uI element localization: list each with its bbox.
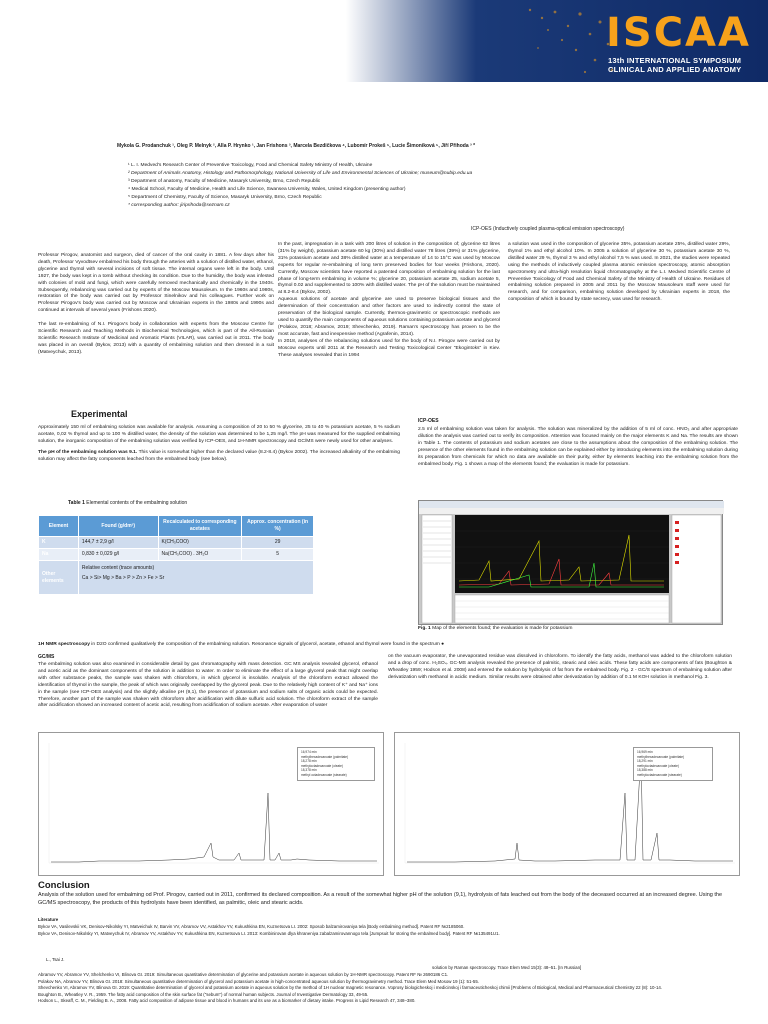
intro-paragraph: Aqueous solutions of acetate and glycerine are used to preserve biological tissues and the determination of their concentration and other factors are used to indirectly control the state of preservation of the biological sample. Currently, thermos-gravimetric or spectroscopic methods are used to quantify the main components of aqueous solutions containing potassium acetate and glycerol (Polakov, 2018; Abramov, 2019; Shevchenko, 2019). Raman's spectroscopy has proven to be the most accurate, fast and inexpensive method (Agrafenin, 2014). xyxy=(278,297,500,337)
other-elements-order: Ca > Si> Mg > Ba > P > Zn > Fe > Sr xyxy=(81,575,165,581)
table-cell-conc: 29 xyxy=(242,537,314,549)
reference-item: Polakov NA, Abramov YV, Blinova GI. 2018: Simultaneous quantitative determination of glycerol and potassium acetate in high-concentrated aqueous solution by thermogravimetry method. Trace Elem Med Mosow 19 (1): 51-55. xyxy=(38,978,480,984)
table-cell-recalc: K(CH₃COO) xyxy=(158,537,242,549)
icp-oes-text: 2.5 ml of embalming solution was taken for analysis. The solution was mineralized by the addition of 5 ml of conc. HNO₃ and after appropriate dilution the analysis was carried out to verify its composition. Attention was focused mainly on the major elements K and Na. The results are shown in Table 1. The contents of potassium and sodium acetates are close to the assumptions about the composition of the embalming solution. The presence of the other elements found in the embalming solution can be explained either by introducing elements into the embalming solution during its preparation from chemicals for which no data are available on their purity, either by elements leaching into the embalming solution from the embalmed body. Fig. 1 shows a map of the elements found; the evaluation is made for potassium. xyxy=(418,427,738,467)
reference-item: Bykov VA, Denisov-Nikolsky YI, Matveychuk IV, Abramov YV, Astakhov YV, Kukushkina EN, Kuznetsova LI. 2013: Kombinirovan dlya khraneniya zabalzamirovannogo tela [Jumpsuit for storing the embalmed body]. Patent RF №135491U1. xyxy=(38,930,500,936)
header-banner xyxy=(0,0,768,82)
ph-detail: This value is somewhat higher than the declared value (8.2-8.4) (Bykov 2002). The increased alkalinity of the embalming solution may affect the fatty components leached from the embalmed body (see below). xyxy=(38,449,400,462)
literature-heading: Literature xyxy=(38,917,59,922)
table-row xyxy=(39,549,314,561)
literature-block-2 xyxy=(38,972,738,1005)
reference-fragment-right: solution by Raman spectroscopy. Trace Elem Med 15(3): 48–51. [In Russian] xyxy=(432,965,582,970)
symposium-title-line2: CLINICAL AND APPLIED ANATOMY xyxy=(608,65,742,74)
figure-1-label: Fig. 1 xyxy=(418,626,431,631)
nmr-label: 1H NMR spectroscopy xyxy=(38,642,90,647)
affiliation-item: ³ Department of anatomy, Faculty of Medicine, Masaryk University, Brno, Czech Republic xyxy=(128,179,321,184)
reference-item: Boughton B., Wheatley V. R., 1959. The fatty acid composition of the skin surface fat ("sebum") of normal human subjects. Journal of Investigative Dermatology 33, 49-55. xyxy=(38,991,369,997)
table-caption-label: Table 1 xyxy=(68,500,85,506)
affiliation-item: ⁵ Department of Chemistry, Faculty of Science, Masaryk University, Brno, Czech Republic xyxy=(128,195,322,200)
intro-paragraph: The last re-embalming of N.I. Pirogov's body in collaboration with experts from the Moscow Centre for Scientific Research and Teaching Methods in Biochemical Technologies, which is part of the All-Russian Scientific Research Institute of Medicinal and Aromatic Plants (VILAR), was carried out in 2011. The body was placed in an overall (Bykov, 2013) with a quantity of embalming solution and then dressed in a suit (Matveychuk, 2013). xyxy=(38,322,274,355)
chromatogram-left xyxy=(38,732,384,876)
intro-paragraph: In the past, impregnation in a tank with 200 litres of solution in the composition of; glycerine 62 litres (31% by weight), potassium acetate 60 kg (30%) and distilled water 78 litres (39%) or 31% glycerine, 31% potassium acetate and 38% distilled water at a temperature of 14 to 15°C was used by Moscow experts for regular re-embalming of long term preserved bodies for four weeks (Frishons, 2020). Currently, Moscow scientists have reported a patented composition of embalming solution for the last phase of long-term embalming in volume %; glycerine 20, potassium acetate 25, sodium acetate 5, thymol 0.02 and supplemented to 100% with distilled water. The pH of the solution must be maintained at 8.2-8.4 (Bykov, 2002). xyxy=(278,242,500,296)
table-caption-text: Elemental contents of the embalming solution xyxy=(84,500,188,506)
affiliation-list xyxy=(128,162,688,210)
affiliation-item: * corresponding author: jiriprihoda@seznam.cz xyxy=(128,203,230,208)
reference-item: Bykov VA, Vasilevskii VK, Denisov-Nikolsky YI, Matveichuk IV, Barvin VV, Abramov VV, Astakhov YV, Kukushkina EN, Kuznetsova LI. 2002: Sposob balzamirovaniya tela [Body embalming method]. Patent RF №2185060. xyxy=(38,924,465,929)
experimental-heading: Experimental xyxy=(71,409,128,419)
nmr-text: in D2O confirmed qualitatively the composition of the embalming solution. Resonance signals of glycerol, acetate, ethanol and thymol were found in the spectrum ● xyxy=(89,642,445,647)
table-cell-found: 0,830 ± 0,029 g/l xyxy=(78,549,158,561)
affiliation-item: ⁴ Medical School, Faculty of Medicine, Health and Life Science, Swansea University, Wales, United Kingdom (presenting author) xyxy=(128,187,406,192)
decorative-dots xyxy=(420,0,620,82)
table-cell-element: Other elements xyxy=(39,561,79,595)
figure-1-text: Map of the elements found; the evaluation is made for potassium xyxy=(430,626,573,631)
table-caption xyxy=(68,500,187,506)
chromatogram-right xyxy=(394,732,740,876)
gcms-text-left: The embalming solution was also examined in considerable detail by gas chromatography with mass detection. GC MS analysis revealed glycerol, ethanol and acetic acid as the dominant components of the solution in addition to water. In order to eliminate the effect of a large glycerol peak that might overlap with other substance peaks, the sample was shaken with chloroform, in which glycerol is insoluble. Analysis of the chloroform extract allowed the identification of thymol in the sample, the peak of which was originally overlapped by the glycerol peak. Due to the relatively high content of K⁺ and Na⁺ ions in the sample (see ICP-OES analysis) and the slightly alkaline pH (9,1), the presence of potassium and sodium salts of organic acids could be expected. Therefore, another part of the sample was shaken with chloroform after acidification with dilute sulfuric acid solution. The chloroform extract of the sample after acidification showed an increased content of acetic acid, resulting from acidification of sodium acetate. After evaporation of water xyxy=(38,662,378,709)
table-header: Approx. concentration (in %) xyxy=(242,516,314,537)
gcms-heading: GC/MS xyxy=(38,654,55,660)
table-row xyxy=(39,537,314,549)
legend-line: 18,378 min xyxy=(301,768,317,773)
table-row xyxy=(39,561,314,595)
legend-line: methylhexadecanoate (palmitate) xyxy=(301,754,349,759)
legend-line: methyloctadecanoate (stearate) xyxy=(637,772,682,777)
chromatogram-left-legend xyxy=(297,747,375,781)
table-header: Found (g/dm³) xyxy=(78,516,158,537)
nmr-statement xyxy=(38,642,738,647)
legend-line: methyl octadecanoate (stearate) xyxy=(301,772,347,777)
ph-statement: The pH of the embalming solution was 9.1. xyxy=(38,449,138,455)
icp-oes-heading: ICP-OES xyxy=(418,418,439,424)
conclusion-heading: Conclusion xyxy=(38,880,90,891)
icp-oes-header: ICP-OES (Inductively coupled plasma-optical emission spectroscopy) xyxy=(471,226,625,232)
legend-line: 16,974 min xyxy=(301,750,317,754)
intro-paragraph: Professor Pirogov, anatomist and surgeon, died of cancer of the oral cavity in 1881. A few days after his death, Professor Vyvodtsev embalmed his body through the arteries with a solution of distilled water, ethanol, glycerine and thymol with several incisions of soft tissue. The internal organs were left in the body. Until 1927, the body was kept in a tomb without checking its condition. Due to the humidity, the body was infested with colonies of mold and fungi, which were carefully removed mechanically and chemically in the 1940s. Subsequently, rebalancing was carried out by experts of the Moscow Mausoleum. In the 1960s and 1980s, restoration of the body was carried out by Professor Sinelnikov and his colleagues. Further work on Professor Pirogov's body was carried out by Moscow and Ukrainian experts in the 1980s and 1990s and continued at intervals of several years (Frishons 2020). xyxy=(38,253,274,314)
table-cell-other xyxy=(78,561,313,595)
author-list: Mykola G. Prodanchuk ¹, Oleg P. Melnyk ², Alla P. Hrynko ¹, Jan Frishons ³, Marcela Bezdičkova ⁴, Lubomír Prokeš ⁵, Lucie Šimoníková ⁵, Jiří Přihoda ³ * xyxy=(117,143,476,149)
affiliation-item: ¹ L. I. Medved's Research Center of Preventive Toxicology, Food and Chemical Safety Ministry of Health, Ukraine xyxy=(128,163,373,168)
symposium-title-line1: 13th INTERNATIONAL SYMPOSIUM xyxy=(608,56,742,65)
reference-item: Hodson L., Skeaff, C. M., Fielding B. A., 2008. Fatty acid composition of adipose tissue and blood in humans and its use as a biomarker of dietary intake. Progress in Lipid Research 47, 348–380. xyxy=(38,998,416,1004)
intro-column-1 xyxy=(38,253,274,364)
conclusion-text: Analysis of the solution used for embalming od Prof. Pirogov, carried out in 2011, confirmed its declared composition. As a result of the somewhat higher pH of the solution (9,1), hydrolysis of fats leached out from the body of the deceased occurred at an increased degree. Using the GC/MS spectroscopy, the products of this hydrolysis have been identified, as palmitic, oleic and stearic acids. xyxy=(38,892,723,906)
table-header: Recalculated to corresponding acetates xyxy=(158,516,242,537)
figure-1-caption xyxy=(418,626,572,631)
intro-paragraph: In 2018, analyses of the rebalancing solutions used for the body of N.I. Pirogov were carried out by Moscow experts until 2011 at the Research and Testing Toxicological Center "Ekogintoks" in Kiev. These analyses revealed that in 1994 xyxy=(278,338,500,358)
intro-column-2 xyxy=(278,242,500,366)
legend-line: methylhexadecanoate (palmitate) xyxy=(637,754,685,759)
element-map-screenshot xyxy=(419,501,724,626)
elements-table xyxy=(38,515,314,595)
symposium-logo xyxy=(606,12,766,78)
legend-line: 18,291 min xyxy=(637,759,653,764)
table-cell-recalc: Na(CH₃COO) . 3H₂O xyxy=(158,549,242,561)
intro-paragraph: a solution was used in the composition of glycerine 35%, potassium acetate 25%, distilled water 29%, thymol 1% and ethyl alcohol 10%. In 2005 a solution of glycerine 30 %, potassium acetate 30 %, distilled water 29 %, thymol 3 % and ethyl alcohol 7,5 % was used. In 2021, the studies were repeated using the methods of inductively coupled plasma atomic emission spectroscopy, atomic absorption spectrometry and ultra-high resolution liquid chromatography at the L.I. Medved Scientific Centre of Preventive Toxicology of Food and Chemical Safety of the Ministry of Health of Ukraine. Residues of embalming solution prepared in 2005 and 2011 by the Moscow Mausoleum staff were used for research, and for comparison, embalming solution developed by Ukrainian experts in 2018, the composition of which is bound by state secrecy, was used for research. xyxy=(508,242,730,303)
other-elements-note: Relative content (trace amounts) xyxy=(81,565,155,571)
table-cell-found: 144,7 ± 2,9 g/l xyxy=(78,537,158,549)
legend-line: 16,969 min xyxy=(637,750,653,754)
table-cell-element: Na xyxy=(39,549,79,561)
experimental-text xyxy=(38,425,400,471)
reference-fragment-left: L., Tsai J. xyxy=(46,957,65,962)
table-header: Element xyxy=(39,516,79,537)
logo-wordmark: ISCAA xyxy=(606,10,751,56)
element-map-figure xyxy=(418,500,723,625)
legend-line: methyloctadecanoate (oleate) xyxy=(637,763,679,768)
table-cell-element: K xyxy=(39,537,79,549)
legend-line: 18,278 min xyxy=(301,759,317,764)
legend-line: methyloctadecanoate (oleate) xyxy=(301,763,343,768)
intro-column-3 xyxy=(508,242,730,311)
gcms-text-right: on the vacuum evaporator, the unevaporated residue was dissolved in chloroform. To identify the fatty acids, methanol was added to the chloroform solution and a drop of conc. H₂SO₄. GC-MS analysis revealed the presence of palmitic, stearic and oleic acids. These fatty acids are components of fats (Boughton & Wheatley 1959; Hodson et al. 2008) and entered the solution by hydrolysis of fat from the embalmed body. Fig. 2 - GC/S spectrum of embalming solution after derivatization with methanol in acidic medium. Similar results were obtained after derivatization by addition of 0.1 M KOH solution in methanol Fig. 3. xyxy=(388,654,732,680)
reference-item: Shevchenko VI, Abramov YV, Blinova GI. 2019: Quantitative determination of glycerol and potassium acetate in aqueous solution by the method of 1H nuclear magnetic resonance. Voprosy biologicheskoj i medicinskoj i farmaceuticheskoj chimii [Problems of Biological, Medical and Pharmaceutical Chemistry 22 (8): 10-14. xyxy=(38,985,663,991)
table-cell-conc: 5 xyxy=(242,549,314,561)
legend-line: 18,388 min xyxy=(637,768,653,773)
ph-paragraph xyxy=(38,450,400,464)
affiliation-item: ² Department of Animals Anatomy, Histology and Pathomorphology, National University of Life and Environmental Sciences of Ukraine; museum@nubip.edu.ua xyxy=(128,171,473,176)
literature-block-1 xyxy=(38,924,738,937)
chromatogram-right-legend xyxy=(633,747,713,781)
experimental-paragraph: Approximately 150 ml of embalming solution was available for analysis. Assuming a composition of 20 to 50 % glycerine, 25 to 40 % potassium acetate, 5 % sodium acetate, 0,02 % thymol and up to 100 % distilled water, the density of the solution was determined to be 1,25 mg/l. The pH was measured for the supplied embalming solution, the inorganic composition of the embalming solution was verified by ICP-OES, and 1H-NMR spectroscopy and GC/MS were newly used for other analyses. xyxy=(38,425,400,444)
reference-item: Abramov YV, Abramov YV, Shelchenko VI, Blinova GI. 2019: Simultaneous quantitative determination of glycerine and potassium acetate in aqueous solution by 1H-NMR spectroscopy. Patent RF № 2690186 C1. xyxy=(38,972,449,977)
